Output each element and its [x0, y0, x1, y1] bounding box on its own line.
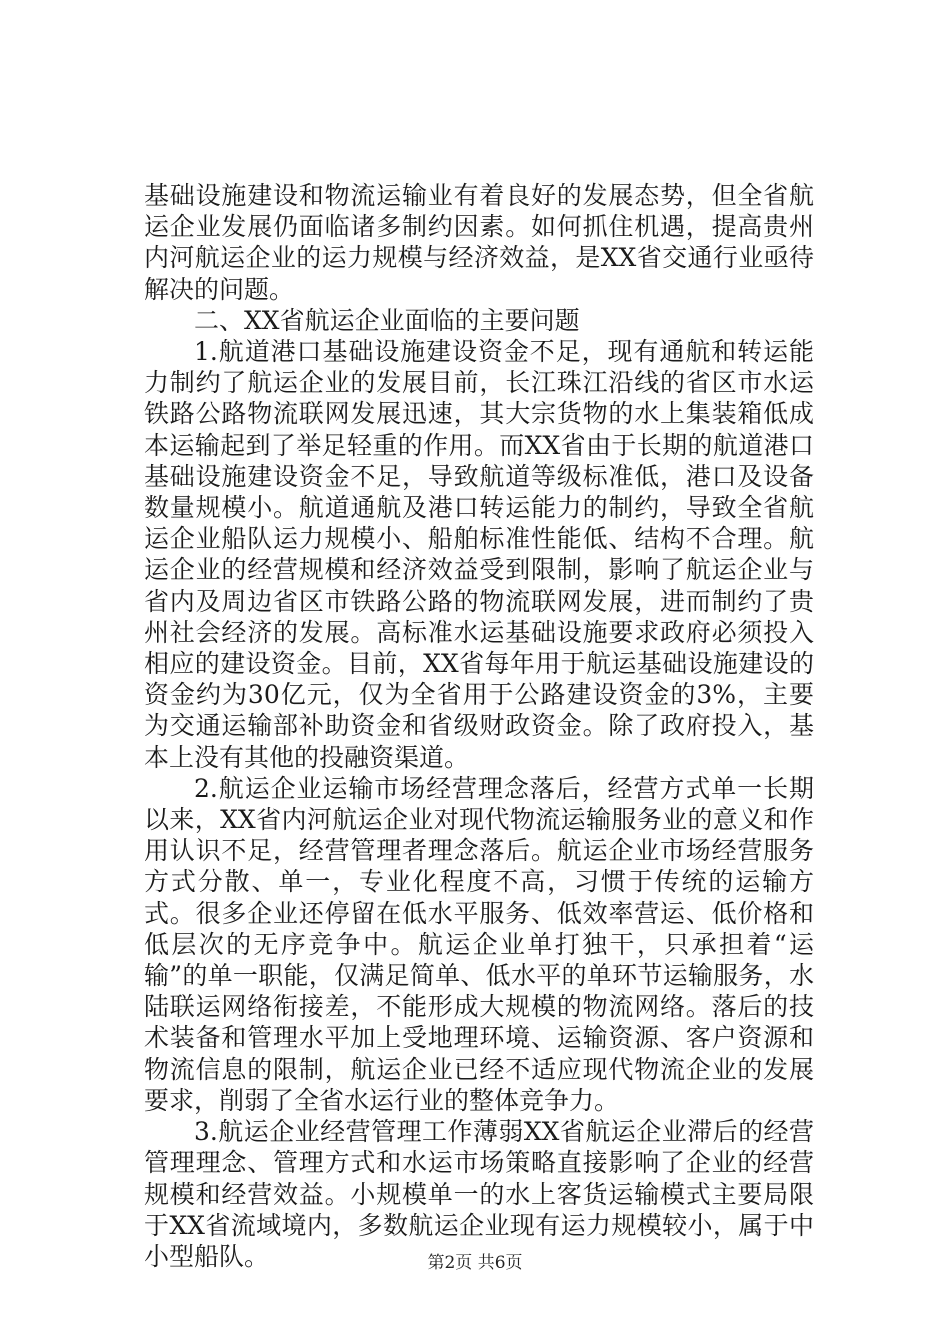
section-heading: 二、XX省航运企业面临的主要问题: [194, 305, 580, 335]
page-footer: [0, 1248, 950, 1273]
document-body: [144, 180, 814, 1272]
paragraph-continuation: 基础设施建设和物流运输业有着良好的发展态势，但全省航运企业发展仍面临诸多制约因素。如何抓住机遇，提高贵州内河航运企业的运力规模与经济效益，是XX省交通行业亟待解决的问题。: [144, 181, 814, 304]
page-number: 第2页 共6页: [427, 1253, 523, 1273]
paragraph-item-3: 3.航运企业经营管理工作薄弱XX省航运企业滞后的经营管理理念、管理方式和水运市场策略直接影响了企业的经营规模和经营效益。小规模单一的水上客货运输模式主要局限于XX省流域境内，多数航运企业现有运力规模较小，属于中小型船队。: [144, 1117, 814, 1271]
paragraph-item-2: 2.航运企业运输市场经营理念落后，经营方式单一长期以来，XX省内河航运企业对现代物流运输服务业的意义和作用认识不足，经营管理者理念落后。航运企业市场经营服务方式分散、单一，专业化程度不高，习惯于传统的运输方式。很多企业还停留在低水平服务、低效率营运、低价格和低层次的无序竞争中。航运企业单打独干，只承担着“运输”的单一职能，仅满足简单、低水平的单环节运输服务，水陆联运网络衔接差，不能形成大规模的物流网络。落后的技术装备和管理水平加上受地理环境、运输资源、客户资源和物流信息的限制，航运企业已经不适应现代物流企业的发展要求，削弱了全省水运行业的整体竞争力。: [144, 773, 814, 1115]
paragraph-item-1: 1.航道港口基础设施建设资金不足，现有通航和转运能力制约了航运企业的发展目前，长江珠江沿线的省区市水运铁路公路物流联网发展迅速，其大宗货物的水上集装箱低成本运输起到了举足轻重的作用。而XX省由于长期的航道港口基础设施建设资金不足，导致航道等级标准低，港口及设备数量规模小。航道通航及港口转运能力的制约，导致全省航运企业船队运力规模小、船舶标准性能低、结构不合理。航运企业的经营规模和经济效益受到限制，影响了航运企业与省内及周边省区市铁路公路的物流联网发展，进而制约了贵州社会经济的发展。高标准水运基础设施要求政府必须投入相应的建设资金。目前，XX省每年用于航运基础设施建设的资金约为30亿元，仅为全省用于公路建设资金的3%，主要为交通运输部补助资金和省级财政资金。除了政府投入，基本上没有其他的投融资渠道。: [144, 337, 814, 772]
